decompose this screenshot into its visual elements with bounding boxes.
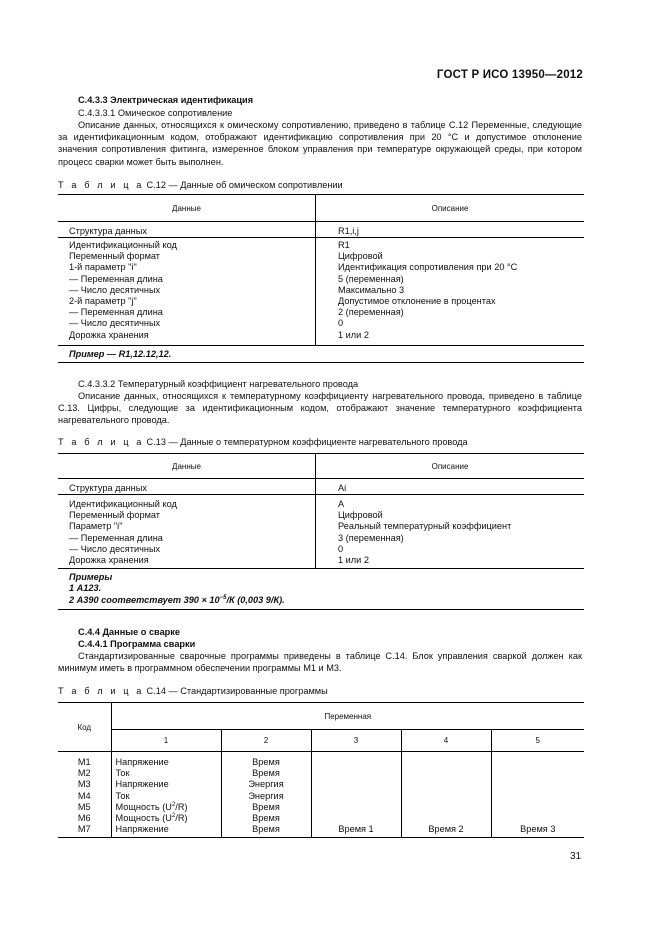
table-c13-header-data: Данные — [58, 454, 316, 479]
table-row-label: — Переменная длина — [69, 273, 163, 284]
table-c14-code: М7 — [77, 824, 91, 835]
table-row-label: 2-й параметр "j" — [69, 295, 137, 306]
table-c14-code: М6 — [77, 812, 91, 823]
table-row-label: — Переменная длина — [69, 307, 163, 318]
table-row-value: 1 или 2 — [338, 554, 369, 565]
table-c14-var1: Ток — [115, 790, 130, 801]
table-c12-example: Пример — R1,12.12,12. — [58, 345, 584, 362]
example-1: 1 А123. — [69, 583, 102, 594]
table-c14-var1: Напряжение — [115, 757, 169, 767]
paragraph-temp-coefficient: Описание данных, относящихся к температурному коэффициенту нагревательного провода, приведено в таблице С.13. Цифры, следующие за идентификационным кодом, отображают значение температурного коэффициента нагревательного провода. — [58, 391, 582, 426]
table-c14-var5: Время 3 — [520, 824, 556, 835]
table-c14-code: М2 — [77, 768, 91, 779]
table-c13-structure-label: Структура данных — [58, 479, 316, 495]
table-c14-var4: Время 2 — [428, 824, 464, 835]
table-c14-code: М1 — [77, 757, 91, 767]
table-row-value: 5 (переменная) — [338, 273, 404, 284]
table-row-label: Переменный формат — [69, 251, 161, 262]
table-c13-caption: Т а б л и ц а С.13 — Данные о температурном коэффициенте нагревательного провода — [58, 437, 468, 447]
table-row-label: — Переменная длина — [69, 532, 163, 543]
table-c14-var1: Мощность $(U^2/R)$ — [115, 801, 188, 812]
examples-title: Примеры — [69, 572, 113, 583]
table-row-value: Допустимое отклонение в процентах — [338, 295, 496, 306]
table-c14-var2: Время — [252, 757, 280, 767]
table-c14-col-5: 5 — [491, 730, 584, 752]
subsection-heading-c4331: С.4.3.3.1 Омическое сопротивление — [78, 108, 233, 118]
table-c14-caption: Т а б л и ц а С.14 — Стандартизированные программы — [58, 686, 328, 696]
table-c14-var1: Ток — [115, 768, 130, 779]
table-row-value: Идентификация сопротивления при 20 °С — [338, 262, 518, 273]
page-number: 31 — [570, 851, 582, 862]
table-c14 — [58, 702, 584, 838]
standard-header: ГОСТ Р ИСО 13950—2012 — [436, 69, 583, 81]
table-c14-code: М5 — [77, 801, 91, 812]
table-c14-var1: Напряжение — [115, 824, 169, 835]
table-row-value: Цифровой — [338, 510, 383, 521]
subsection-heading-c4332: С.4.3.3.2 Температурный коэффициент нагревательного провода — [78, 379, 359, 389]
table-c14-var2: Время — [252, 812, 280, 823]
table-c14-col-4: 4 — [401, 730, 491, 752]
table-c12-structure-value: R1,i,j — [316, 222, 585, 238]
table-c14-var2: Время — [252, 801, 280, 812]
table-row-label: Параметр "i" — [69, 521, 123, 532]
section-heading-c433: С.4.3.3 Электрическая идентификация — [78, 95, 254, 105]
table-c14-code-header: Код — [58, 703, 111, 752]
table-c14-var2: Энергия — [248, 779, 284, 790]
table-c14-var2: Энергия — [248, 790, 284, 801]
table-c12-header-description: Описание — [316, 195, 585, 222]
table-c14-var1: Напряжение — [115, 779, 169, 790]
table-c12 — [58, 194, 584, 363]
table-row-value: Цифровой — [338, 251, 383, 262]
paragraph-welding-program: Стандартизированные сварочные программы приведены в таблице С.14. Блок управления сваркой должен как минимум иметь в программном обеспечении программы М1 и М3. — [58, 651, 582, 674]
table-row-value: Максимально 3 — [338, 284, 405, 295]
table-row-value: 0 — [338, 318, 344, 329]
table-c14-col-3: 3 — [311, 730, 401, 752]
table-c14-col-1: 1 — [111, 730, 221, 752]
table-c14-var2: Время — [252, 768, 280, 779]
example-2: 2 А390 соответствует $390 \times 10^{-5}/К$ (0,003 9/К). — [69, 594, 285, 605]
table-c14-var2: Время — [252, 824, 280, 835]
subsection-heading-c441: С.4.4.1 Программа сварки — [78, 639, 196, 649]
section-heading-c44: С.4.4 Данные о сварке — [78, 627, 181, 637]
table-c14-code: М4 — [77, 790, 91, 801]
table-c13 — [58, 453, 584, 610]
table-c12-header-data: Данные — [58, 195, 316, 222]
table-c12-structure-label: Структура данных — [58, 222, 316, 238]
table-row-value: 1 или 2 — [338, 329, 369, 340]
table-row-label: — Число десятичных — [69, 318, 161, 329]
table-c13-header-description: Описание — [316, 454, 585, 479]
table-row-label: Дорожка хранения — [69, 554, 149, 565]
table-row-label: Дорожка хранения — [69, 329, 149, 340]
table-row-label: — Число десятичных — [69, 543, 161, 554]
table-row-label: Идентификационный код — [69, 240, 177, 250]
table-row-value: А — [338, 499, 345, 509]
table-row-value: 2 (переменная) — [338, 307, 404, 318]
table-c14-col-2: 2 — [221, 730, 311, 752]
table-row-value: Реальный температурный коэффициент — [338, 521, 512, 532]
table-c13-examples — [58, 569, 584, 610]
table-c14-code: М3 — [77, 779, 91, 790]
table-row-label: Идентификационный код — [69, 499, 177, 509]
table-row-value: 3 (переменная) — [338, 532, 404, 543]
paragraph-ohmic: Описание данных, относящихся к омическому сопротивлению, приведено в таблице С.12 Переменные, следующие за идентификационным кодом, отображают идентификацию сопротивления при 20 °С и допустимое отклонение значения сопротивления фитинга, измеренное блоком управления при температуре окружающей среды, при котором процесс сварки может быть выполнен. — [58, 120, 582, 167]
table-c12-caption: Т а б л и ц а С.12 — Данные об омическом сопротивлении — [58, 180, 343, 190]
table-row-value: R1 — [338, 240, 350, 250]
table-row-label: — Число десятичных — [69, 284, 161, 295]
table-row-value: 0 — [338, 543, 344, 554]
table-c14-var3: Время 1 — [338, 824, 374, 835]
table-c14-variable-header: Переменная — [111, 703, 584, 730]
table-c13-structure-value: Ai — [316, 479, 585, 495]
table-row-label: Переменный формат — [69, 510, 161, 521]
table-c14-var1: Мощность $(U^2/R)$ — [115, 812, 188, 823]
table-row-label: 1-й параметр "i" — [69, 262, 137, 273]
